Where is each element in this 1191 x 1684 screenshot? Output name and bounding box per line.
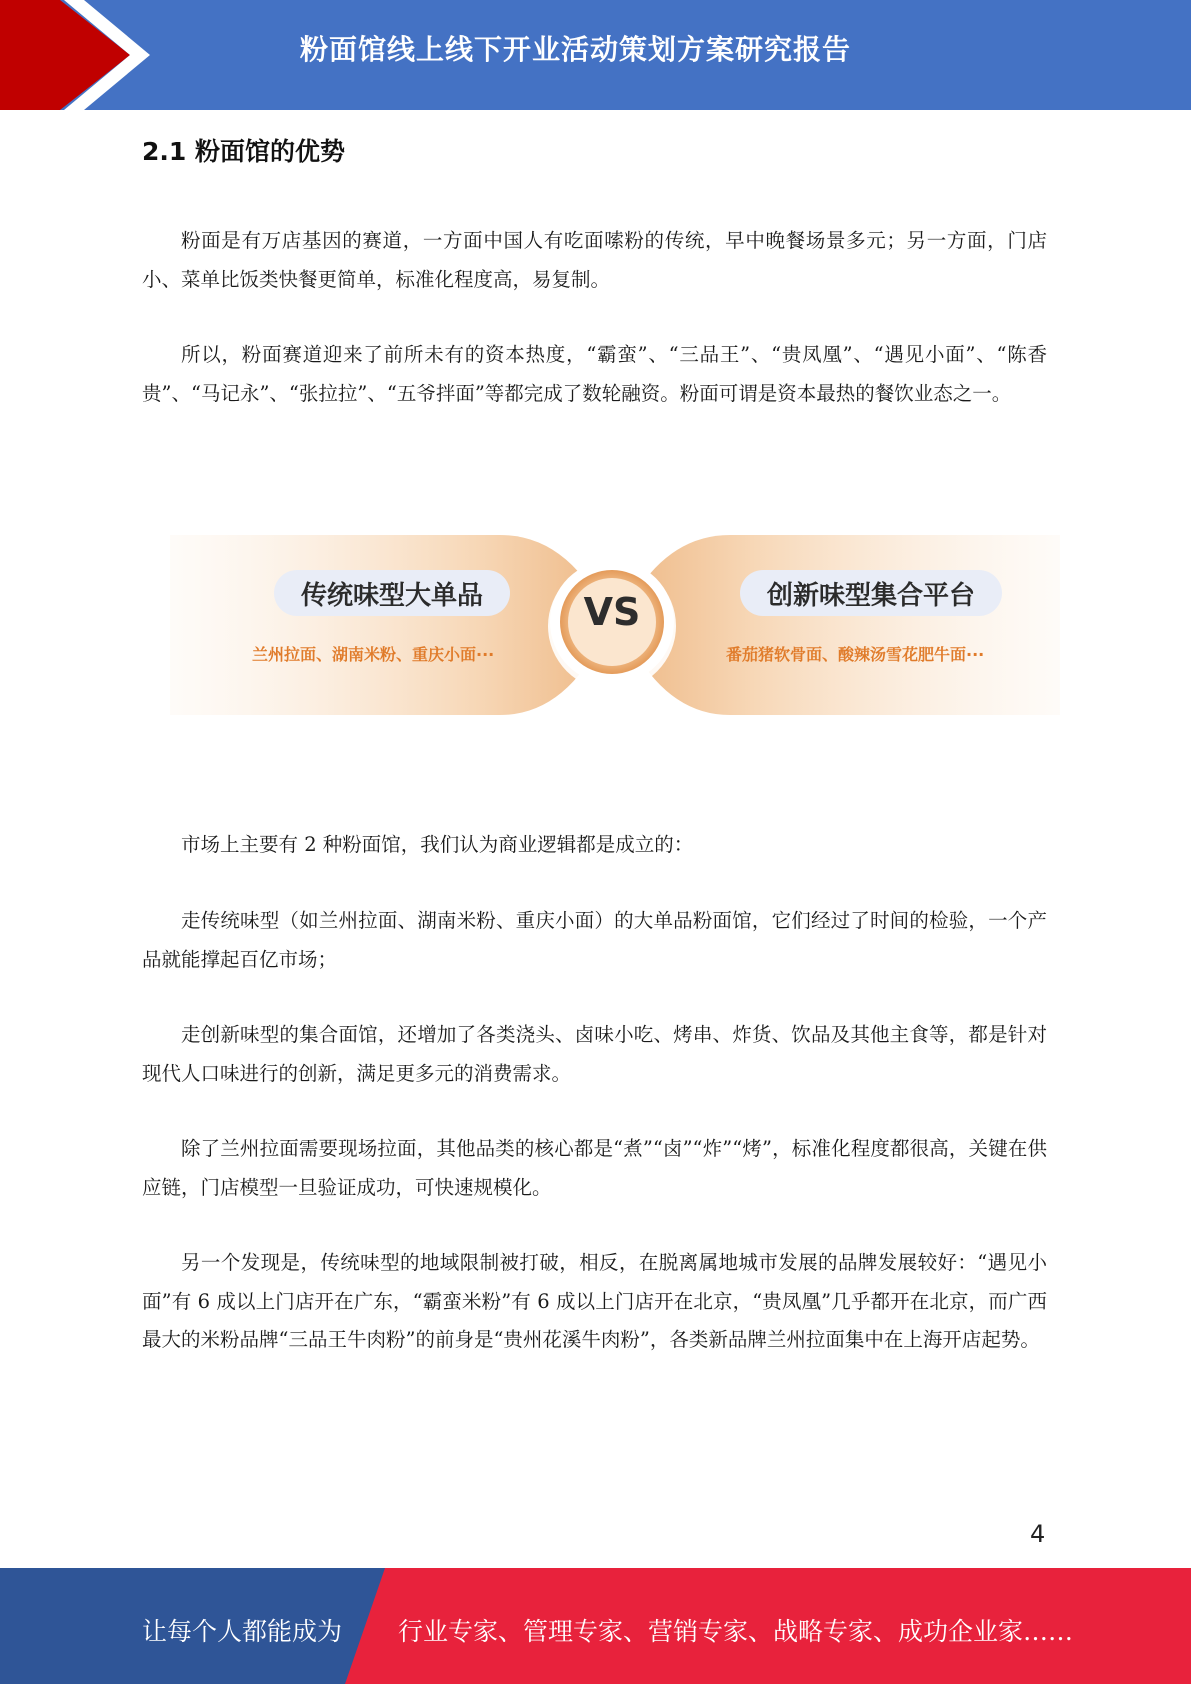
vs-label: VS [583, 590, 641, 634]
page-header [0, 0, 1191, 110]
paragraph-2: 所以，粉面赛道迎来了前所未有的资本热度，“霸蛮”、“三品王”、“贵凤凰”、“遇见小面”、“陈香贵”、“马记永”、“张拉拉”、“五爷拌面”等都完成了数轮融资。粉面可谓是资本最热的餐饮业态之一。 [142, 343, 1047, 405]
paragraph-7: 另一个发现是，传统味型的地域限制被打破，相反，在脱离属地城市发展的品牌发展较好：“遇见小面”有 6 成以上门店开在广东，“霸蛮米粉”有 6 成以上门店开在北京，“贵凤凰”几乎都开在北京，而广西最大的米粉品牌“三品王牛肉粉”的前身是“贵州花溪牛肉粉”，各类新品牌兰州拉面集中在上海开店起势。 [142, 1251, 1047, 1351]
section-title: 2.1 粉面馆的优势 [142, 137, 345, 166]
traditional-flavor-examples: 兰州拉面、湖南米粉、重庆小面··· [252, 645, 495, 664]
paragraph-6: 除了兰州拉面需要现场拉面，其他品类的核心都是“煮”“卤”“炸”“烤”，标准化程度都很高，关键在供应链，门店模型一旦验证成功，可快速规模化。 [142, 1137, 1047, 1199]
paragraph-1: 粉面是有万店基因的赛道，一方面中国人有吃面嗦粉的传统，早中晚餐场景多元；另一方面，门店小、菜单比饭类快餐更简单，标准化程度高，易复制。 [142, 229, 1047, 291]
traditional-flavor-title: 传统味型大单品 [274, 570, 510, 616]
footer-slogan-right: 行业专家、管理专家、营销专家、战略专家、成功企业家…… [398, 1617, 1074, 1646]
paragraph-5: 走创新味型的集合面馆，还增加了各类浇头、卤味小吃、烤串、炸货、饮品及其他主食等，都是针对现代人口味进行的创新，满足更多元的消费需求。 [142, 1023, 1047, 1085]
paragraph-3: 市场上主要有 2 种粉面馆，我们认为商业逻辑都是成立的： [181, 833, 694, 856]
page-footer [0, 1568, 1191, 1684]
footer-slogan-left: 让每个人都能成为 [142, 1617, 343, 1646]
comparison-figure [170, 530, 1060, 720]
paragraph-4: 走传统味型（如兰州拉面、湖南米粉、重庆小面）的大单品粉面馆，它们经过了时间的检验，一个产品就能撑起百亿市场； [142, 909, 1047, 971]
innovative-flavor-title: 创新味型集合平台 [740, 570, 1002, 616]
header-title: 粉面馆线上线下开业活动策划方案研究报告 [300, 33, 852, 66]
page-number: 4 [1030, 1520, 1046, 1548]
innovative-flavor-examples: 番茄猪软骨面、酸辣汤雪花肥牛面··· [726, 645, 985, 664]
header-arrow-decoration [0, 0, 170, 110]
